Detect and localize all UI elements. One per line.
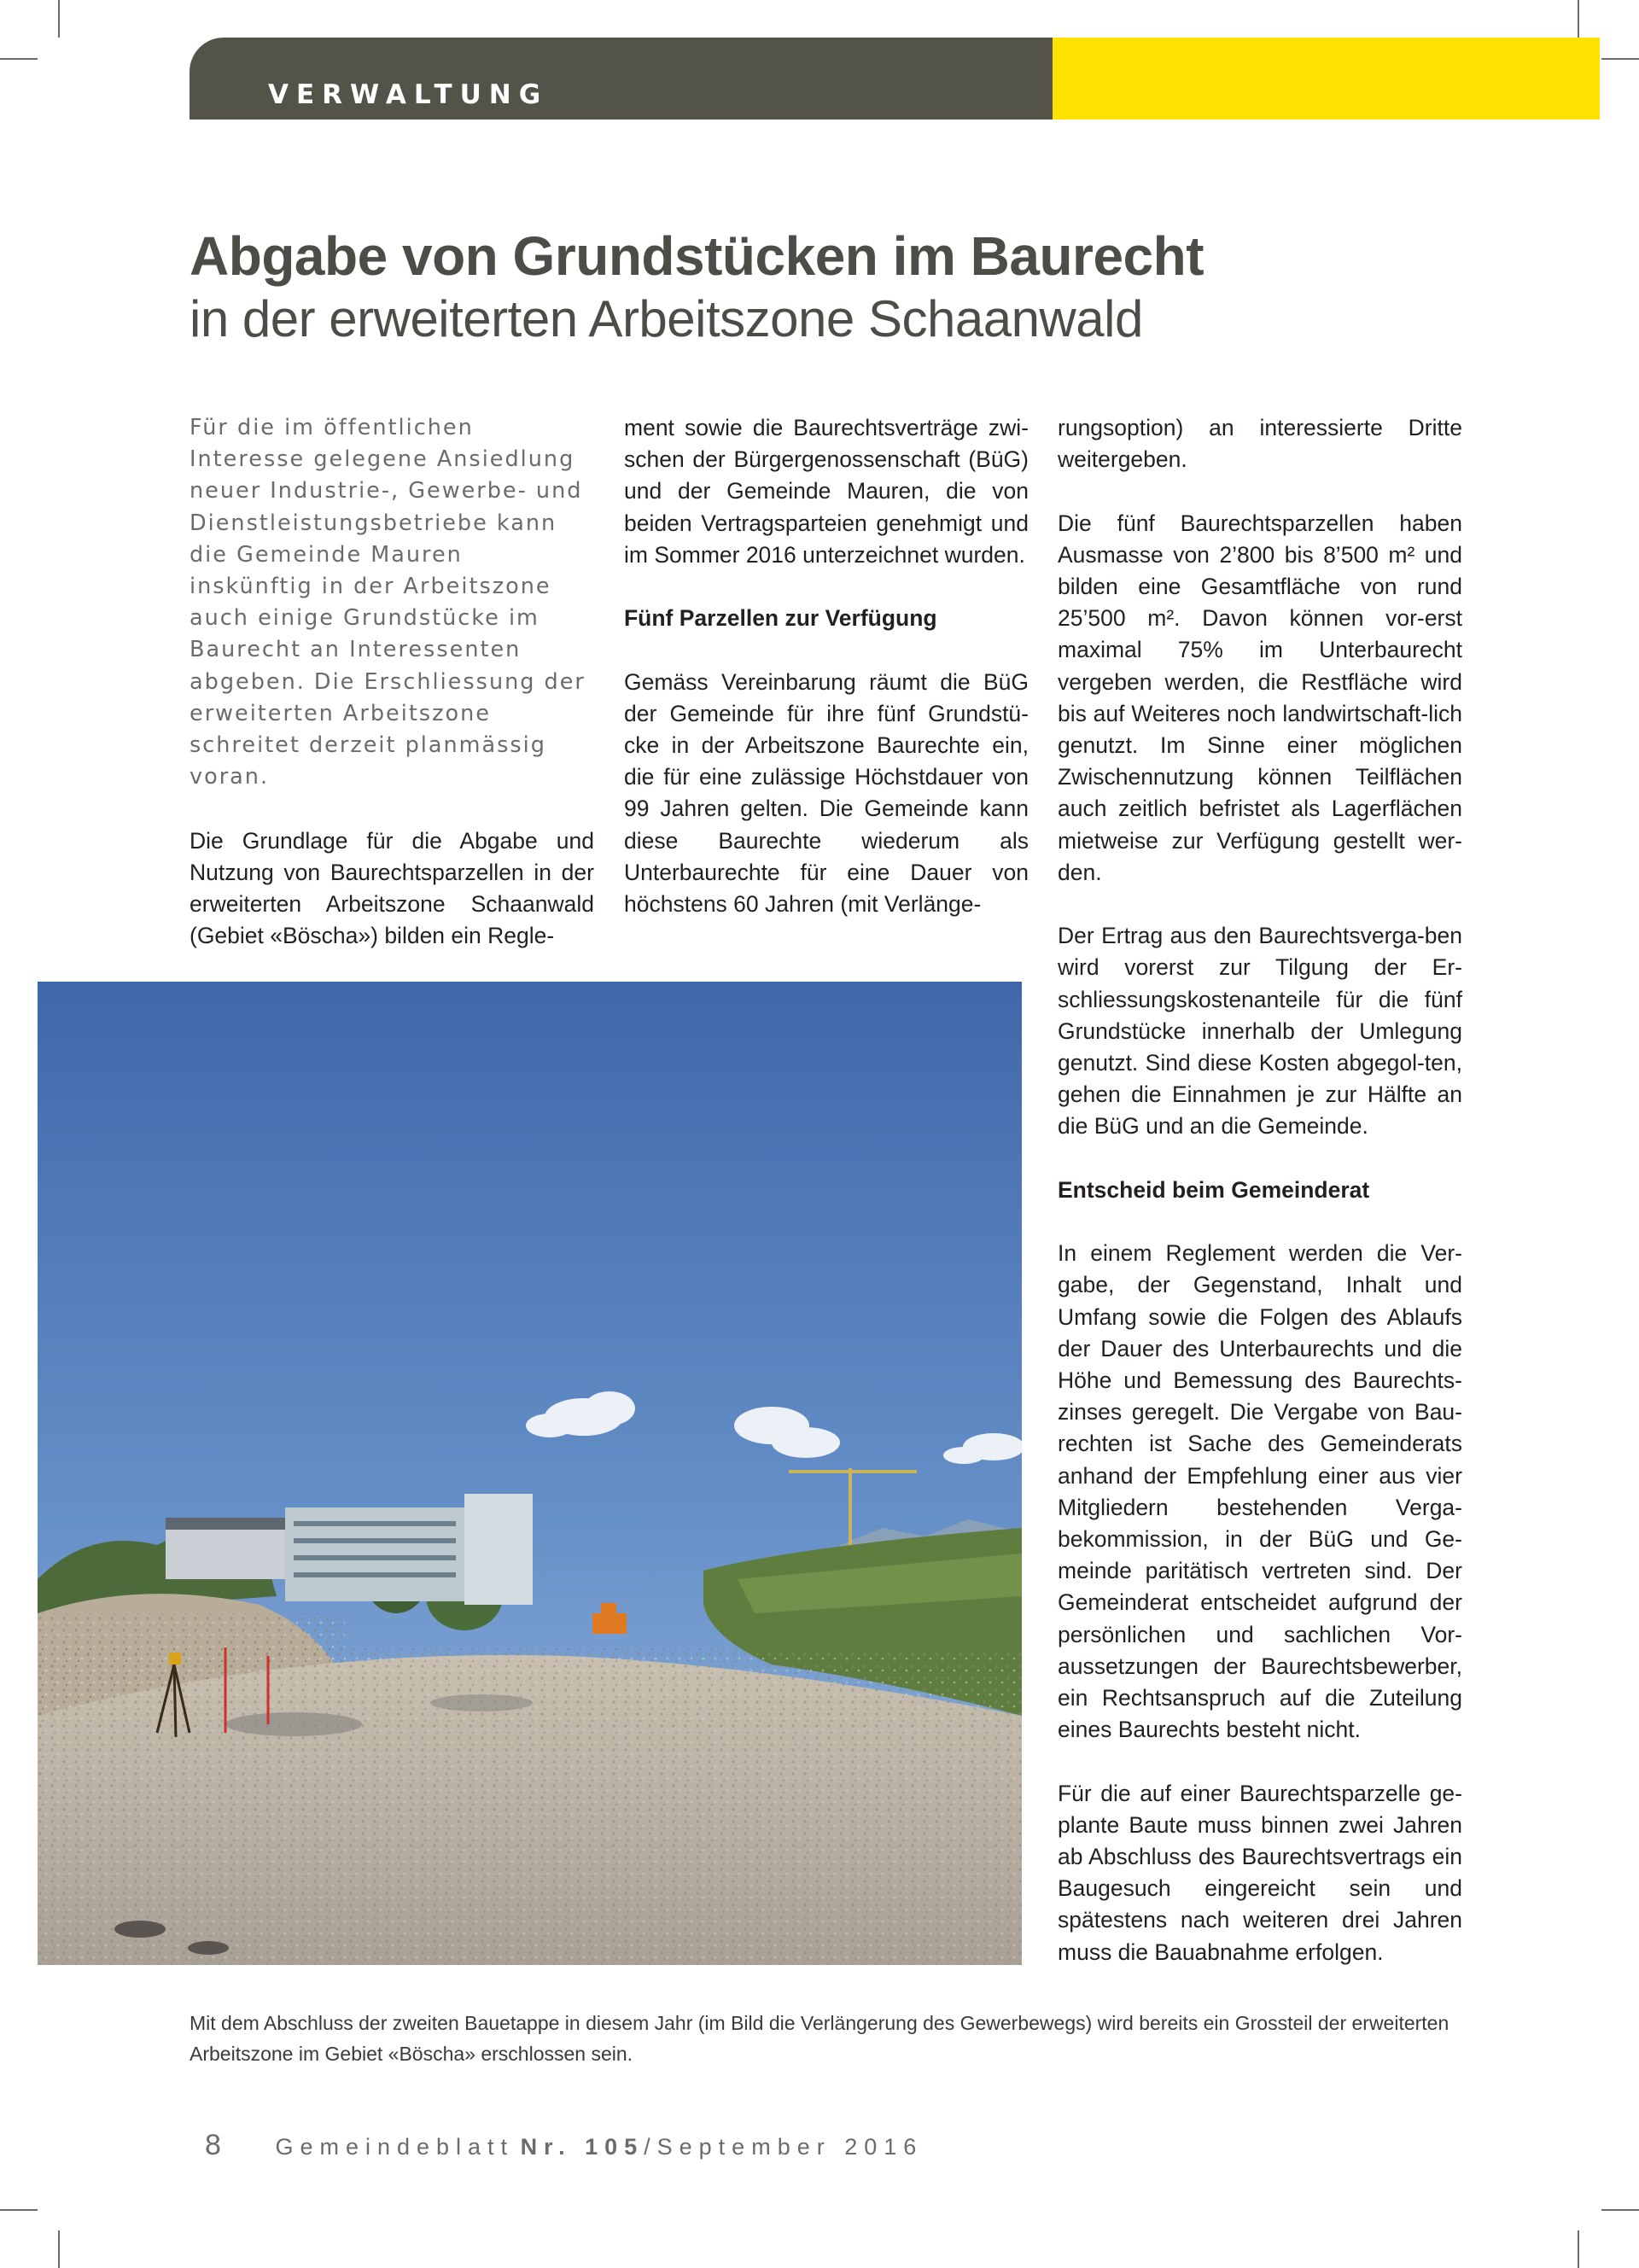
- body-paragraph-1-continued: ment sowie die Baurechtsverträge zwi-schen der Bürgergenossenschaft (BüG) und der Gemeinde Mauren, die von beiden Vertragsparteien genehmigt und im Sommer 2016 unterzeichnet wurden.: [624, 415, 1029, 568]
- body-paragraph-4: Der Ertrag aus den Baurechtsverga-ben wird vorerst zur Tilgung der Er-schliessungskostenanteile für die fünf Grundstücke innerhalb der Umlegung genutzt. Sind diese Kosten abgegol-ten, gehen die Einnahmen je zur Hälfte an die BüG und an die Gemeinde.: [1058, 923, 1462, 1140]
- construction-site-photo: [38, 982, 1022, 1965]
- publication-name: Gemeindeblatt: [275, 2134, 515, 2160]
- crop-mark-top-right: [1578, 0, 1579, 38]
- text-column-2: [624, 412, 1029, 920]
- body-paragraph-1: Die Grundlage für die Abgabe und Nutzung von Baurechtsparzellen in der erweiterten Arbeitszone Schaanwald (Gebiet «Böscha») bilden ein Regle-: [190, 827, 594, 949]
- page-footer: [205, 2128, 923, 2162]
- section-label: VERWALTUNG: [268, 79, 549, 110]
- body-paragraph-2-continued: rungsoption) an interessierte Dritte weitergeben.: [1058, 415, 1462, 473]
- lead-paragraph: Für die im öffentlichen Interesse gelegene Ansiedlung neuer Industrie-, Gewerbe- und Dienstleistungsbetriebe kann die Gemeinde Mauren inskünftig in der Arbeitszone auch einige Grundstücke im Baurecht an Interessenten abgeben. Die Erschliessung der erweiterten Arbeitszone schreitet derzeit planmässig voran.: [190, 415, 586, 790]
- crop-mark-left-top: [0, 58, 38, 60]
- crop-mark-top-left: [58, 0, 60, 38]
- issue-number: Nr. 105: [520, 2134, 645, 2160]
- body-paragraph-2: Gemäss Vereinbarung räumt die BüG der Gemeinde für ihre fünf Grundstü-cke in der Arbeitszone Baurechte ein, die für eine zulässige Höchstdauer von 99 Jahren gelten. Die Gemeinde kann diese Baurechte wiederum als Unterbaurechte für eine Dauer von höchstens 60 Jahren (mit Verlänge-: [624, 668, 1029, 918]
- photo-caption: Mit dem Abschluss der zweiten Bauetappe in diesem Jahr (im Bild die Verlängerung des Gewerbewegs) wird bereits ein Grossteil der erweiterten Arbeitszone im Gebiet «Böscha» erschlossen sein.: [190, 2012, 1449, 2065]
- body-paragraph-5: In einem Reglement werden die Ver-gabe, der Gegenstand, Inhalt und Umfang sowie die Folgen des Ablaufs der Dauer des Unterbaurechts und die Höhe und Bemessung des Baurechts-zinses geregelt. Die Vergabe von Bau-rechten ist Sache des Gemeinderats anhand der Empfehlung einer aus vier Mitgliedern bestehenden Verga-bekommission, in der BüG und Ge-meinde paritätisch vertreten sind. Der Gemeinderat entscheidet aufgrund der persönlichen und sachlichen Vor-aussetzungen der Baurechtsbewerber, ein Rechtsanspruch auf die Zuteilung eines Baurechts besteht nicht.: [1058, 1240, 1462, 1743]
- page-number: 8: [205, 2129, 221, 2161]
- crop-mark-left-bottom: [0, 2209, 38, 2211]
- crop-mark-bottom-left: [58, 2230, 60, 2268]
- crop-mark-right-top: [1601, 58, 1639, 60]
- text-column-1: [190, 412, 594, 952]
- article-subheadline: in der erweiterten Arbeitszone Schaanwald: [190, 290, 1143, 347]
- crop-mark-right-bottom: [1601, 2209, 1639, 2211]
- issue-date: /September 2016: [644, 2134, 924, 2160]
- crop-mark-bottom-right: [1578, 2230, 1579, 2268]
- accent-bar: [1053, 38, 1600, 120]
- subheading-parcels: Fünf Parzellen zur Verfügung: [624, 605, 937, 632]
- subheading-council: Entscheid beim Gemeinderat: [1058, 1176, 1370, 1203]
- body-paragraph-3: Die fünf Baurechtsparzellen haben Ausmasse von 2’800 bis 8’500 m² und bilden eine Gesamtfläche von rund 25’500 m². Davon können vor-erst maximal 75% im Unterbaurecht vergeben werden, die Restfläche wird bis auf Weiteres noch landwirtschaft-lich genutzt. Im Sinne einer möglichen Zwischennutzung können Teilflächen auch zeitlich befristet als Lagerflächen mietweise zur Verfügung gestellt wer-den.: [1058, 510, 1462, 885]
- body-paragraph-6: Für die auf einer Baurechtsparzelle ge-plante Baute muss binnen zwei Jahren ab Abschluss des Baurechtsvertrags ein Baugesuch eingereicht sein und spätestens nach weiteren drei Jahren muss die Bauabnahme erfolgen.: [1058, 1780, 1462, 1965]
- text-column-3: [1058, 412, 1462, 1968]
- section-header: [190, 38, 1053, 120]
- article-headline: Abgabe von Grundstücken im Baurecht: [190, 225, 1204, 287]
